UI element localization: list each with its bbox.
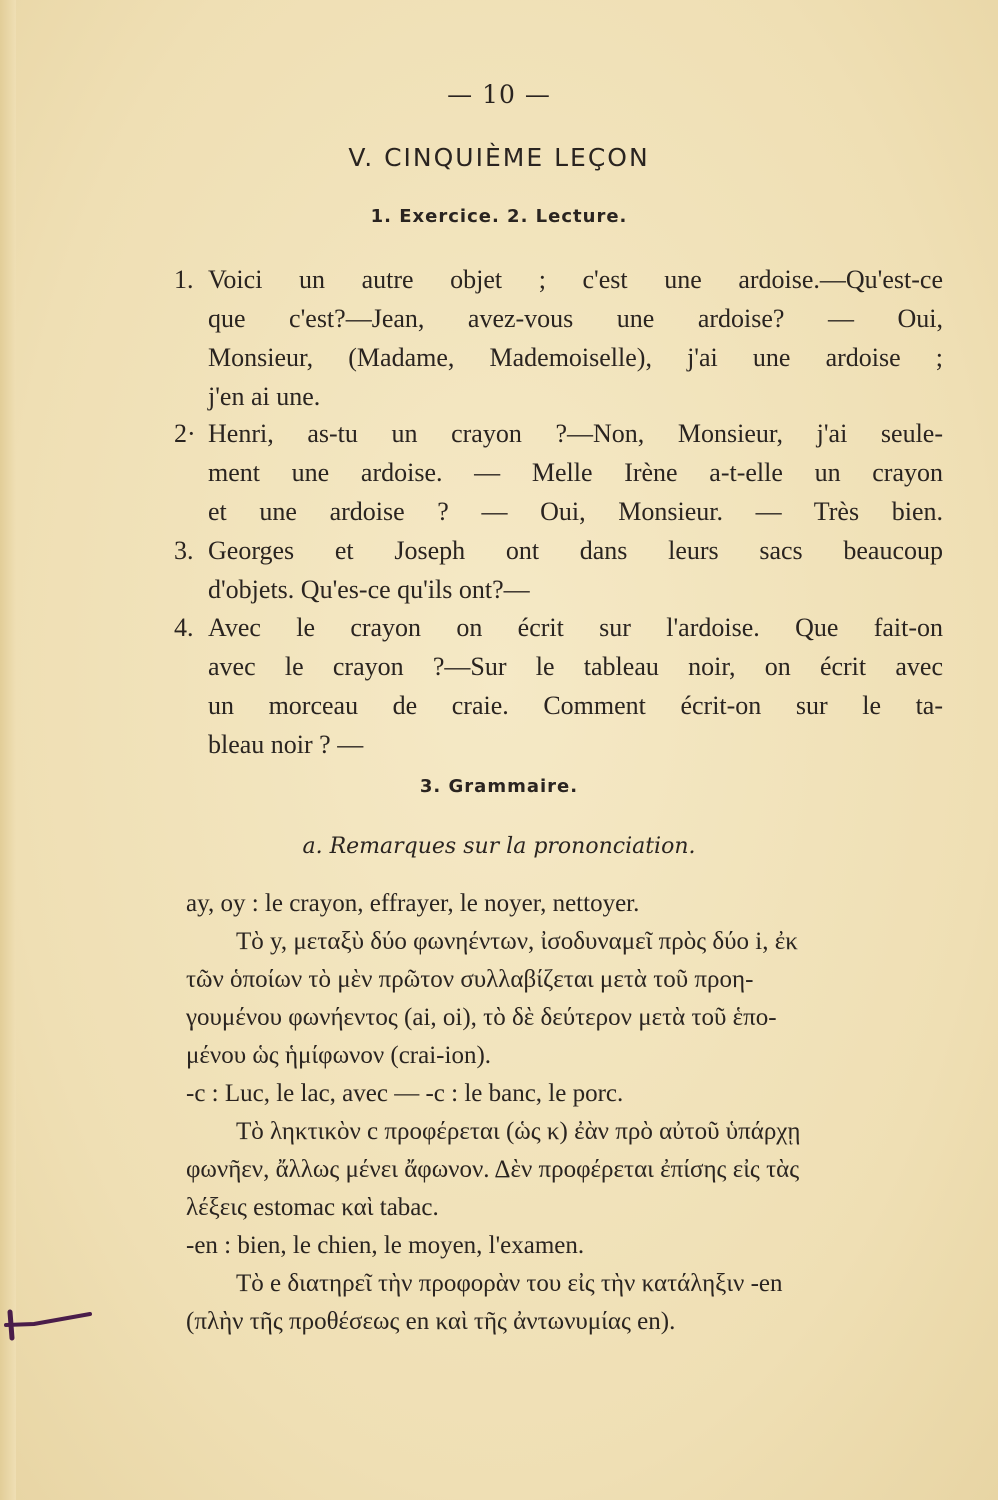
page-number: — 10 — (447, 80, 551, 109)
section-heading-exercice-lecture: 1. Exercice. 2. Lecture. (370, 206, 628, 227)
grammar-line: Τὸ y, μεταξὺ δύο φωνηέντων, ἰσοδυναμεῖ πρὸς δύο i, ἐκ (236, 928, 798, 955)
exercise-line: Avec le crayon on écrit sur l'ardoise. Que fait-on (208, 613, 943, 642)
exercise-line: d'objets. Qu'es-ce qu'ils ont?— (208, 575, 530, 604)
grammar-notes (186, 885, 948, 1341)
exercise-number: 2· (174, 419, 196, 448)
grammar-line: -c : Luc, le lac, avec — -c : le banc, le porc. (186, 1080, 624, 1107)
exercise-1 (174, 260, 943, 416)
exercise-3 (174, 531, 943, 609)
grammar-line: γουμένου φωνήεντος (ai, oi), τὸ δὲ δεύτερον μετὰ τοῦ ἑπο- (186, 1004, 777, 1031)
pencil-mark-icon (4, 1300, 94, 1350)
grammar-line: ay, oy : le crayon, effrayer, le noyer, nettoyer. (186, 890, 640, 917)
section-heading-grammaire: 3. Grammaire. (419, 776, 579, 797)
exercise-line: avec le crayon ?—Sur le tableau noir, on écrit avec (208, 652, 943, 681)
grammar-line: Τὸ e διατηρεῖ τὴν προφορὰν του εἰς τὴν κατάληξιν -en (236, 1270, 783, 1297)
exercise-line: Monsieur, (Madame, Mademoiselle), j'ai une ardoise ; (208, 343, 943, 372)
grammar-line: λέξεις estomac καὶ tabac. (186, 1194, 439, 1221)
exercise-line: et une ardoise ? — Oui, Monsieur. — Très bien. (208, 497, 943, 526)
exercise-line: bleau noir ? — (208, 730, 364, 759)
exercise-number: 3. (174, 536, 194, 565)
exercise-line: j'en ai une. (208, 382, 321, 411)
grammar-line: (πλὴν τῆς προθέσεως en καὶ τῆς ἀντωνυμίας en). (186, 1308, 676, 1335)
exercise-line: Georges et Joseph ont dans leurs sacs beaucoup (208, 536, 943, 565)
subsection-heading-prononciation: a. Remarques sur la prononciation. (302, 834, 696, 859)
exercise-line: Henri, as-tu un crayon ?—Non, Monsieur, j'ai seule- (208, 419, 943, 448)
exercise-line: que c'est?—Jean, avez-vous une ardoise? — Oui, (208, 304, 943, 333)
grammar-line: τῶν ὁποίων τὸ μὲν πρῶτον συλλαβίζεται μετὰ τοῦ προη- (186, 966, 754, 993)
exercise-line: Voici un autre objet ; c'est une ardoise.—Qu'est-ce (208, 265, 943, 294)
exercise-number: 1. (174, 265, 194, 294)
exercise-2 (174, 414, 943, 531)
exercise-line: ment une ardoise. — Melle Irène a-t-elle un crayon (208, 458, 943, 487)
grammar-line: φωνῆεν, ἄλλως μένει ἄφωνον. Δὲν προφέρεται ἐπίσης εἰς τὰς (186, 1156, 800, 1183)
grammar-line: μένου ὡς ἡμίφωνον (crai-ion). (186, 1042, 492, 1069)
exercise-4 (174, 608, 943, 764)
exercise-number: 4. (174, 613, 194, 642)
exercise-line: un morceau de craie. Comment écrit-on sur le ta- (208, 691, 943, 720)
grammar-line: -en : bien, le chien, le moyen, l'examen. (186, 1232, 585, 1259)
grammar-line: Τὸ ληκτικὸν c προφέρεται (ὡς κ) ἐὰν πρὸ αὐτοῦ ὑπάρχῃ (236, 1118, 801, 1145)
chapter-title: V. CINQUIÈME LEÇON (348, 143, 650, 172)
